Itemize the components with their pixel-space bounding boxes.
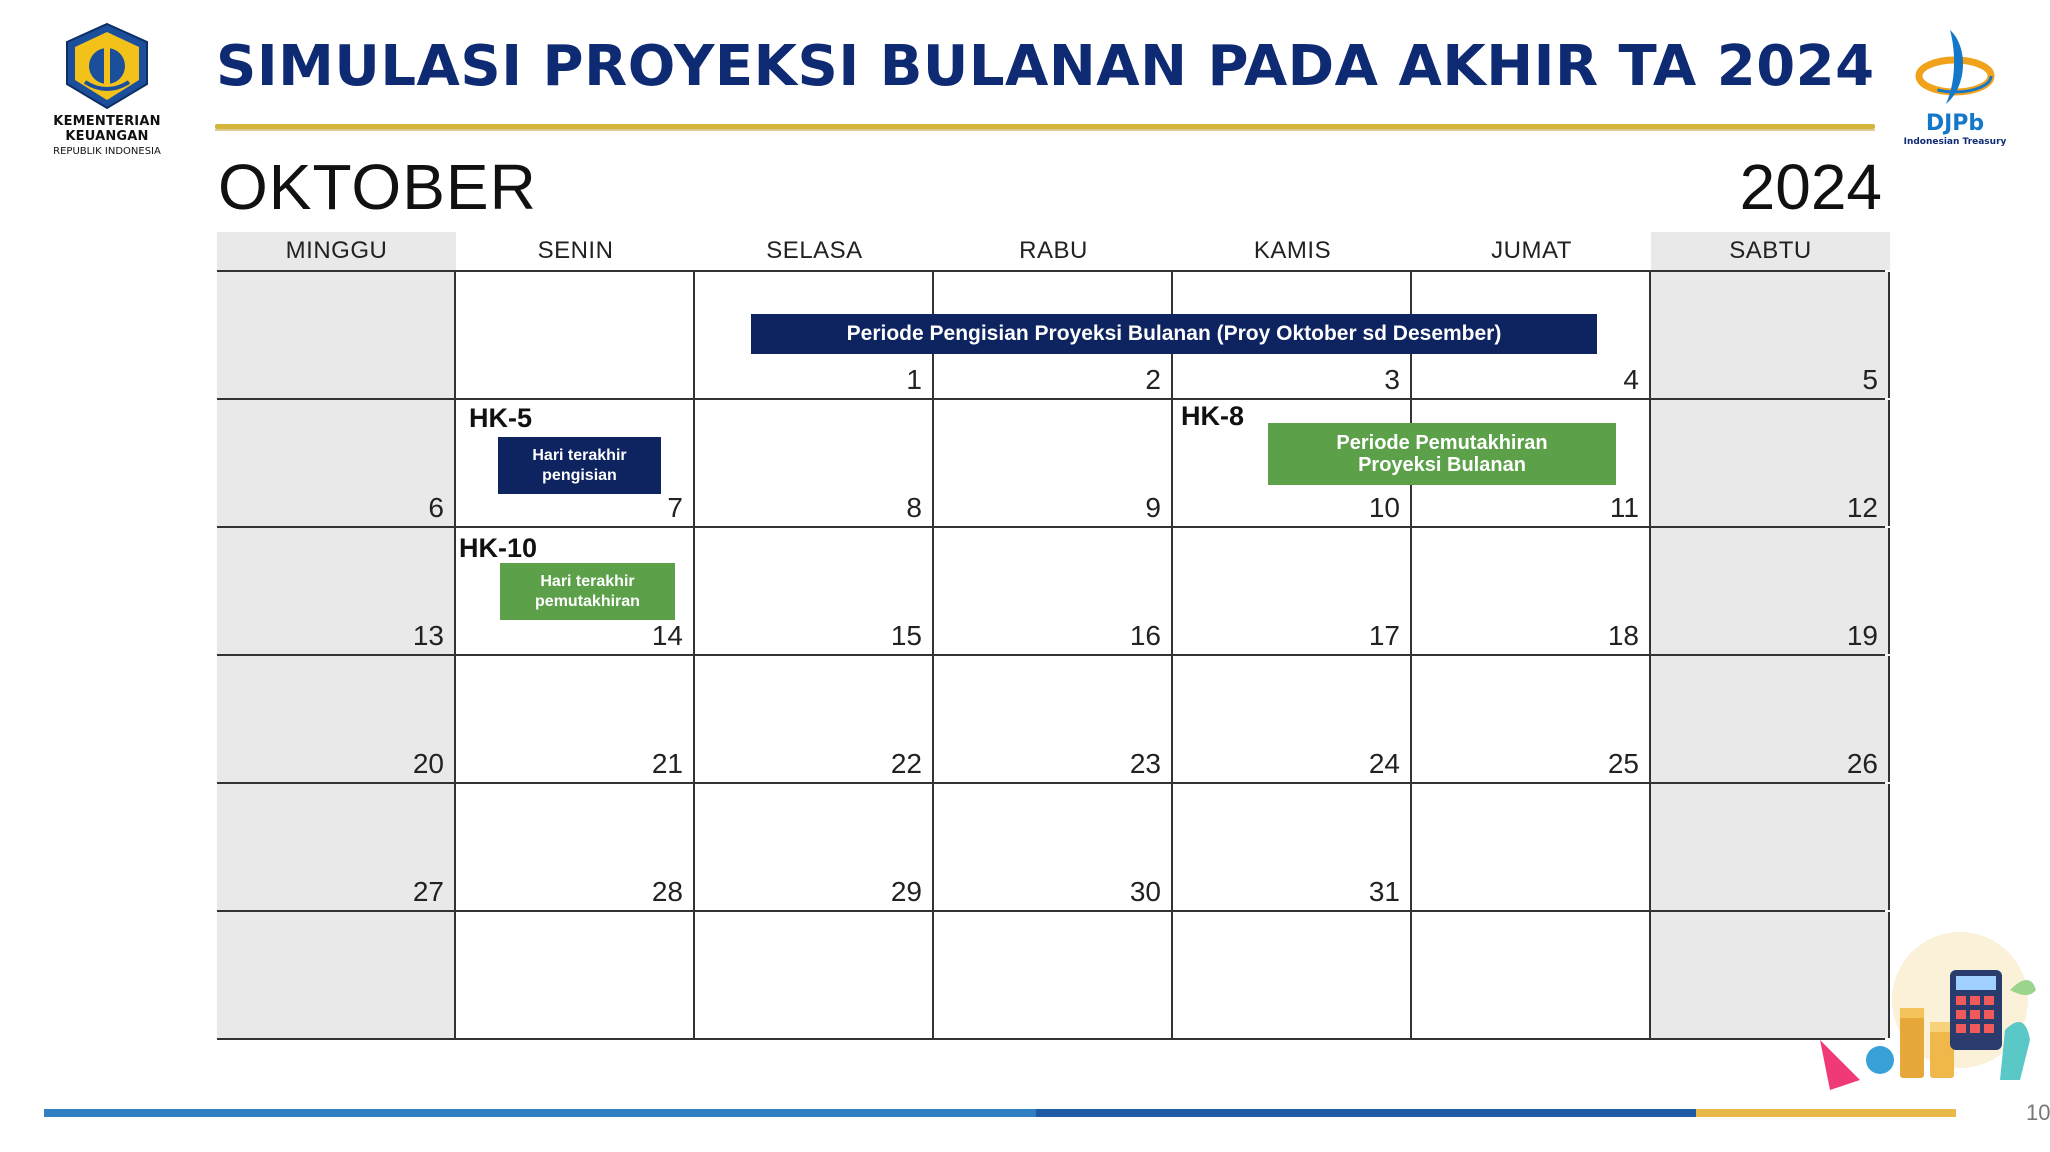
calendar-day-number: 4 bbox=[1623, 364, 1639, 395]
calendar-day-number: 28 bbox=[651, 876, 683, 907]
calendar-day-number: 23 bbox=[1129, 748, 1161, 779]
event-update-period-line1: Periode Pemutakhiran bbox=[1336, 432, 1548, 454]
calendar-day-number: 20 bbox=[412, 748, 444, 779]
calendar-day-cell bbox=[695, 656, 934, 782]
calendar-day-cell bbox=[695, 400, 934, 526]
calendar-day-number: 30 bbox=[1129, 876, 1161, 907]
calendar-grid bbox=[217, 270, 1885, 1040]
calendar-week bbox=[217, 912, 1885, 1040]
weekday-header bbox=[217, 232, 1885, 270]
event-last-update-line2: pemutakhiran bbox=[535, 592, 640, 610]
calendar-day-number: 7 bbox=[667, 492, 683, 523]
calendar-day-number: 29 bbox=[890, 876, 922, 907]
calendar-day-cell bbox=[934, 656, 1173, 782]
calendar-day-cell bbox=[456, 912, 695, 1038]
slide-title: SIMULASI PROYEKSI BULANAN PADA AKHIR TA 2024 bbox=[216, 34, 1875, 99]
weekday-label: SELASA bbox=[766, 237, 863, 264]
calendar-day-number: 31 bbox=[1368, 876, 1400, 907]
calendar-day-cell bbox=[217, 912, 456, 1038]
event-last-fill-line2: pengisian bbox=[542, 466, 617, 484]
weekday-label: MINGGU bbox=[217, 232, 456, 270]
calendar-day-number: 3 bbox=[1384, 364, 1400, 395]
calendar-day-cell bbox=[1173, 912, 1412, 1038]
calendar-day-number: 25 bbox=[1607, 748, 1639, 779]
calendar-day-cell bbox=[456, 272, 695, 398]
calendar-day-number: 13 bbox=[412, 620, 444, 651]
calendar-day-number: 27 bbox=[412, 876, 444, 907]
footer-segment bbox=[1036, 1109, 1696, 1117]
calendar-day-number: 10 bbox=[1368, 492, 1400, 523]
calendar-day-number: 15 bbox=[890, 620, 922, 651]
brand-name: DJPb bbox=[1925, 111, 1985, 136]
calendar-day-number: 2 bbox=[1145, 364, 1161, 395]
calendar-day-cell bbox=[934, 912, 1173, 1038]
calendar-day-cell bbox=[695, 528, 934, 654]
page-number: 10 bbox=[2026, 1100, 2050, 1125]
calendar-day-cell bbox=[217, 784, 456, 910]
event-last-update-day bbox=[500, 563, 675, 620]
event-last-update-line1: Hari terakhir bbox=[540, 572, 635, 590]
calendar-day-number: 8 bbox=[906, 492, 922, 523]
calendar-day-number: 21 bbox=[651, 748, 683, 779]
title-underline-shadow bbox=[215, 129, 1875, 131]
finance-illustration-icon bbox=[1800, 930, 2040, 1095]
calendar-day-cell bbox=[456, 784, 695, 910]
calendar-day-number: 11 bbox=[1609, 492, 1639, 523]
calendar-day-cell bbox=[1412, 784, 1651, 910]
org-name: KEMENTERIAN KEUANGAN bbox=[53, 114, 161, 144]
calendar-day-cell bbox=[1173, 528, 1412, 654]
org-subtitle: REPUBLIK INDONESIA bbox=[53, 146, 161, 157]
calendar-day-cell bbox=[1651, 656, 1890, 782]
calendar-day-number: 19 bbox=[1846, 620, 1878, 651]
brand-subtitle: Indonesian Treasury bbox=[1903, 137, 2007, 147]
hk8-label: HK-8 bbox=[1181, 401, 1245, 431]
year-label: 2024 bbox=[1739, 151, 1882, 223]
calendar-day-cell bbox=[1412, 656, 1651, 782]
calendar-day-number: 9 bbox=[1145, 492, 1161, 523]
calendar-day-number: 16 bbox=[1129, 620, 1161, 651]
djpb-logo bbox=[1890, 26, 2020, 146]
calendar-day-cell bbox=[456, 656, 695, 782]
footer-bar bbox=[44, 1109, 1956, 1117]
calendar-week bbox=[217, 784, 1885, 912]
calendar-day-cell bbox=[217, 272, 456, 398]
weekday-label: SABTU bbox=[1651, 232, 1890, 270]
calendar-day-number: 6 bbox=[428, 492, 444, 523]
weekday-label: RABU bbox=[1019, 237, 1088, 264]
footer-segment bbox=[1696, 1109, 1956, 1117]
calendar-day-cell bbox=[217, 656, 456, 782]
weekday-label: JUMAT bbox=[1491, 237, 1572, 264]
ministry-logo bbox=[12, 22, 202, 157]
calendar-day-number: 24 bbox=[1368, 748, 1400, 779]
calendar-day-number: 22 bbox=[890, 748, 922, 779]
calendar-day-cell bbox=[1173, 656, 1412, 782]
calendar-day-number: 12 bbox=[1846, 492, 1878, 523]
calendar-day-number: 26 bbox=[1846, 748, 1878, 779]
calendar-day-cell bbox=[1412, 528, 1651, 654]
ministry-emblem-icon bbox=[61, 22, 153, 110]
djpb-emblem-icon bbox=[1910, 26, 2000, 108]
weekday-label: KAMIS bbox=[1253, 237, 1332, 264]
event-last-fill-line1: Hari terakhir bbox=[532, 446, 627, 464]
event-period-fill: Periode Pengisian Proyeksi Bulanan (Proy Oktober sd Desember) bbox=[751, 314, 1597, 354]
calendar-day-cell bbox=[1651, 272, 1890, 398]
calendar-day-cell bbox=[1651, 528, 1890, 654]
calendar-day-number: 14 bbox=[651, 620, 683, 651]
calendar-week bbox=[217, 656, 1885, 784]
calendar-week bbox=[217, 400, 1885, 528]
footer-segment bbox=[44, 1109, 1036, 1117]
calendar-day-cell bbox=[695, 784, 934, 910]
weekday-label: SENIN bbox=[537, 237, 614, 264]
calendar-day-number: 5 bbox=[1862, 364, 1878, 395]
calendar-day-cell bbox=[217, 528, 456, 654]
calendar-day-number: 17 bbox=[1368, 620, 1400, 651]
event-update-period bbox=[1268, 423, 1616, 485]
calendar-day-cell bbox=[1173, 784, 1412, 910]
event-update-period-line2: Proyeksi Bulanan bbox=[1358, 454, 1526, 476]
calendar-day-cell bbox=[1651, 400, 1890, 526]
calendar-day-cell bbox=[1651, 784, 1890, 910]
month-label: OKTOBER bbox=[218, 151, 537, 223]
calendar-day-cell bbox=[934, 528, 1173, 654]
calendar-day-number: 18 bbox=[1607, 620, 1639, 651]
event-last-fill-day bbox=[498, 437, 661, 494]
calendar-day-cell bbox=[1412, 912, 1651, 1038]
calendar-day-cell bbox=[695, 912, 934, 1038]
hk5-label: HK-5 bbox=[469, 403, 533, 433]
calendar-day-number: 1 bbox=[906, 364, 922, 395]
hk10-label: HK-10 bbox=[459, 533, 538, 563]
calendar-day-cell bbox=[217, 400, 456, 526]
calendar-day-cell bbox=[934, 400, 1173, 526]
calendar-day-cell bbox=[934, 784, 1173, 910]
